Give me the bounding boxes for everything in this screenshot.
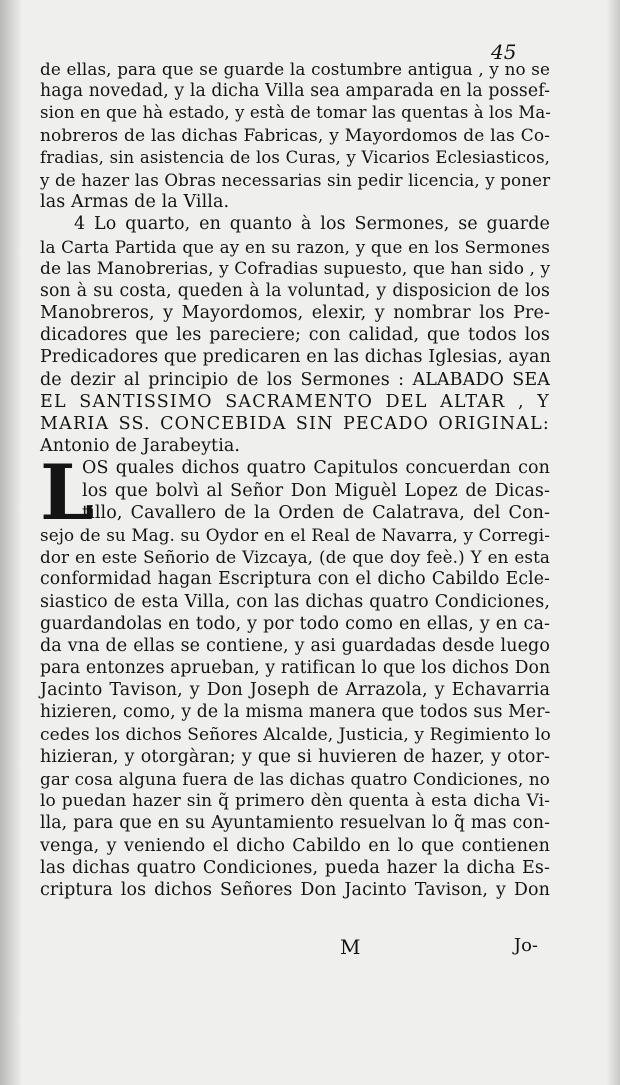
text-line: fradias, sin asistencia de los Curas, y Vicarios Eclesiasticos, <box>40 147 550 167</box>
text-line: para entonzes aprueban, y ratifican lo que los dichos Don <box>40 658 551 679</box>
text-line: Manobreros, y Mayordomos, elexir, y nombrar los Pre- <box>40 303 550 324</box>
text-line: de dezir al principio de los Sermones : ALABADO SEA <box>40 369 550 390</box>
text-line: da vna de ellas se contiene, y asi guardadas desde luego <box>40 635 550 656</box>
text-line: dicadores que les pareciere; con calidad, que todos los <box>40 325 550 346</box>
text-line: Predicadores que predicaren en las dichas Iglesias, ayan <box>40 347 551 368</box>
text-line: lo puedan hazer sin q̃ primero dèn quenta à esta dicha Vi- <box>40 791 550 812</box>
text-line: venga, y veniendo el dicho Cabildo en lo que contienen <box>40 835 550 856</box>
text-line: haga novedad, y la dicha Villa sea amparada en la possef- <box>40 81 550 102</box>
text-line: las Armas de la Villa. <box>40 192 230 213</box>
page-footer <box>40 935 550 965</box>
caps-line: EL SANTISSIMO SACRAMENTO DEL ALTAR , Y <box>40 391 550 412</box>
text-line: la Carta Partida que ay en su razon, y que en los Sermones <box>40 236 550 257</box>
text-line: sion en que hà estado, y està de tomar las quentas à los Ma- <box>40 103 551 123</box>
signature-mark: M <box>340 935 361 959</box>
text-line: las dichas quatro Condiciones, pueda hazer la dicha Es- <box>40 857 550 878</box>
text-line: criptura los dichos Señores Don Jacinto Tavison, y Don <box>40 879 550 900</box>
text-line: sejo de su Mag. su Oydor en el Real de Navarra, y Corregi- <box>40 524 550 545</box>
paragraph-4-first-line: 4 Lo quarto, en quanto à los Sermones, se guarde <box>74 214 550 235</box>
text-line: de las Manobrerias, y Cofradias supuesto, que han sido , y <box>40 258 551 279</box>
text-line: dor en este Señorio de Vizcaya, (de que doy feè.) Y en esta <box>40 547 550 568</box>
text-line: nobreros de las dichas Fabricas, y Mayordomos de las Co- <box>40 125 550 146</box>
page-number: 45 <box>491 40 517 64</box>
text-line: gar cosa alguna fuera de las dichas quatro Condiciones, no <box>40 769 550 789</box>
text-line: cedes los dichos Señores Alcalde, Justicia, y Regimiento lo <box>40 724 551 745</box>
text-line: lla, para que en su Ayuntamiento resuelvan lo q̃ mas con- <box>40 813 550 834</box>
caps-line: MARIA SS. CONCEBIDA SIN PECADO ORIGINAL: <box>40 414 550 434</box>
drop-cap-letter: L <box>40 448 94 538</box>
text-line: hizieren, como, y de la misma manera que todos sus Mer- <box>40 702 551 723</box>
text-line: Jacinto Tavison, y Don Joseph de Arrazola, y Echavarria <box>40 680 550 701</box>
text-line: son à su costa, queden à la voluntad, y disposicion de los <box>40 280 550 301</box>
text-line: OS quales dichos quatro Capitulos concuerdan con <box>82 458 550 479</box>
signature-name: Antonio de Jarabeytia. <box>40 436 241 457</box>
text-line: los que bolvì al Señor Don Miguèl Lopez de Dicas- <box>82 480 550 501</box>
text-line: de ellas, para que se guarde la costumbre antigua , y no se <box>40 59 550 79</box>
text-line: tillo, Cavallero de la Orden de Calatrava, del Con- <box>82 502 550 523</box>
page-body <box>40 58 550 901</box>
text-line: siastico de esta Villa, con las dichas quatro Condiciones, <box>40 591 550 612</box>
text-line: conformidad hagan Escriptura con el dicho Cabildo Ecle- <box>40 569 550 590</box>
catchword: Jo- <box>513 935 538 956</box>
text-line: hizieran, y otorgàran; y que si huvieren de hazer, y otor- <box>40 746 550 767</box>
text-line: guardandolas en todo, y por todo como en ellas, y en ca- <box>40 613 550 634</box>
text-line: y de hazer las Obras necessarias sin pedir licencia, y poner <box>40 169 551 190</box>
